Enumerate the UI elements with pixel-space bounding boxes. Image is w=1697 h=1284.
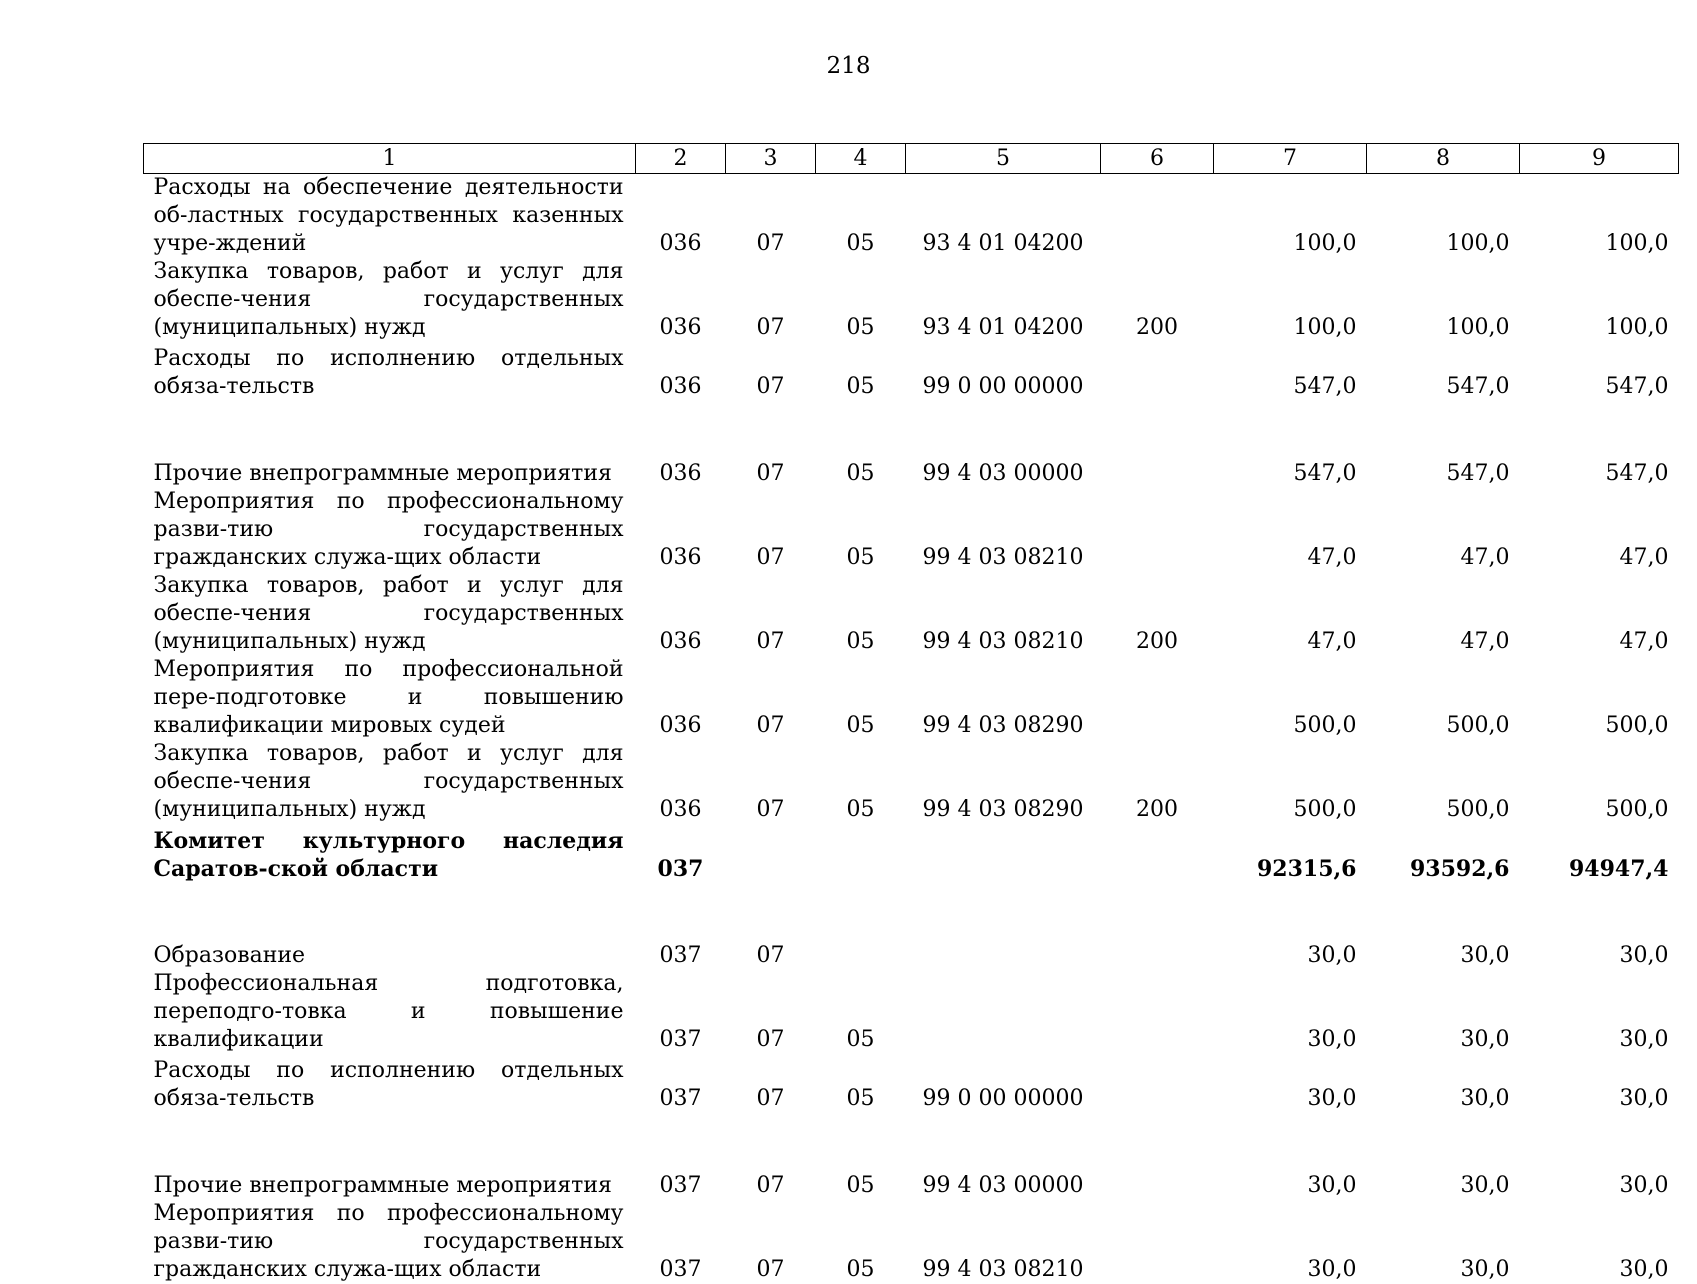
cell-amount-9: 30,0: [1520, 1200, 1679, 1284]
cell-amount-8: 100,0: [1367, 258, 1520, 342]
cell-amount-8: 30,0: [1367, 970, 1520, 1054]
cell-code-5: [906, 883, 1101, 970]
cell-amount-7: 30,0: [1214, 1054, 1367, 1113]
cell-amount-7: 30,0: [1214, 1113, 1367, 1200]
cell-amount-8: 30,0: [1367, 1200, 1520, 1284]
cell-amount-8: 500,0: [1367, 740, 1520, 824]
cell-code-4: 05: [816, 342, 906, 401]
cell-amount-7: 30,0: [1214, 970, 1367, 1054]
cell-code-3: 07: [726, 883, 816, 970]
header-col-7: 7: [1214, 144, 1367, 174]
cell-code-6: [1101, 1113, 1214, 1200]
table-row: [144, 258, 1679, 342]
header-col-4: 4: [816, 144, 906, 174]
cell-code-5: 99 4 03 08290: [906, 740, 1101, 824]
page-number: 218: [0, 55, 1697, 78]
cell-amount-9: 100,0: [1520, 174, 1679, 259]
budget-table: [143, 143, 1679, 1284]
cell-code-3: 07: [726, 174, 816, 259]
cell-amount-7: 500,0: [1214, 656, 1367, 740]
cell-code-3: 07: [726, 258, 816, 342]
cell-code-6: [1101, 401, 1214, 488]
cell-amount-9: 547,0: [1520, 342, 1679, 401]
cell-code-2: 036: [636, 740, 726, 824]
cell-amount-9: 547,0: [1520, 401, 1679, 488]
cell-amount-7: 547,0: [1214, 401, 1367, 488]
cell-amount-7: 500,0: [1214, 740, 1367, 824]
cell-description: Расходы по исполнению отдельных обяза-тельств: [144, 342, 636, 401]
cell-code-4: 05: [816, 258, 906, 342]
cell-amount-8: 47,0: [1367, 572, 1520, 656]
cell-description: Закупка товаров, работ и услуг для обеспе-чения государственных (муниципальных) нужд: [144, 572, 636, 656]
cell-code-6: 200: [1101, 258, 1214, 342]
budget-table-container: [143, 143, 1678, 1284]
cell-code-3: 07: [726, 1200, 816, 1284]
cell-amount-9: 47,0: [1520, 572, 1679, 656]
cell-code-4: 05: [816, 488, 906, 572]
cell-amount-8: 500,0: [1367, 656, 1520, 740]
cell-code-4: 05: [816, 572, 906, 656]
cell-description: Расходы на обеспечение деятельности об-ластных государственных казенных учре-ждений: [144, 174, 636, 259]
cell-code-3: 07: [726, 572, 816, 656]
cell-code-4: 05: [816, 1054, 906, 1113]
cell-code-4: 05: [816, 1113, 906, 1200]
cell-amount-9: 500,0: [1520, 656, 1679, 740]
cell-code-4: 05: [816, 174, 906, 259]
cell-code-3: 07: [726, 656, 816, 740]
cell-code-5: 99 4 03 08290: [906, 656, 1101, 740]
cell-amount-8: 30,0: [1367, 883, 1520, 970]
cell-code-6: [1101, 970, 1214, 1054]
cell-description: Расходы по исполнению отдельных обяза-тельств: [144, 1054, 636, 1113]
cell-code-5: 99 4 03 08210: [906, 1200, 1101, 1284]
cell-amount-9: 30,0: [1520, 1113, 1679, 1200]
cell-code-5: [906, 824, 1101, 883]
cell-code-6: [1101, 656, 1214, 740]
cell-code-2: 036: [636, 656, 726, 740]
cell-code-3: 07: [726, 1113, 816, 1200]
cell-amount-9: 47,0: [1520, 488, 1679, 572]
table-row: [144, 1054, 1679, 1113]
cell-code-3: 07: [726, 970, 816, 1054]
cell-code-2: 037: [636, 1054, 726, 1113]
cell-code-6: [1101, 883, 1214, 970]
header-col-1: 1: [144, 144, 636, 174]
cell-code-2: 037: [636, 1200, 726, 1284]
cell-code-5: 93 4 01 04200: [906, 258, 1101, 342]
cell-code-2: 036: [636, 401, 726, 488]
cell-code-6: [1101, 824, 1214, 883]
cell-description: Прочие внепрограммные мероприятия: [144, 1113, 636, 1200]
cell-description: Образование: [144, 883, 636, 970]
cell-code-4: 05: [816, 656, 906, 740]
cell-amount-7: 100,0: [1214, 174, 1367, 259]
table-row: [144, 824, 1679, 883]
cell-description: Мероприятия по профессиональному разви-тию государственных гражданских служа-щих области: [144, 1200, 636, 1284]
table-body: [144, 174, 1679, 1284]
cell-code-6: 200: [1101, 572, 1214, 656]
cell-code-4: [816, 824, 906, 883]
cell-code-6: [1101, 174, 1214, 259]
cell-code-2: 037: [636, 970, 726, 1054]
cell-amount-8: 547,0: [1367, 342, 1520, 401]
cell-code-3: 07: [726, 1054, 816, 1113]
cell-code-2: 037: [636, 883, 726, 970]
header-col-9: 9: [1520, 144, 1679, 174]
cell-amount-9: 500,0: [1520, 740, 1679, 824]
cell-code-3: 07: [726, 488, 816, 572]
cell-code-5: [906, 970, 1101, 1054]
cell-amount-8: 100,0: [1367, 174, 1520, 259]
table-row: [144, 883, 1679, 970]
cell-amount-7: 47,0: [1214, 488, 1367, 572]
table-row: [144, 401, 1679, 488]
cell-description: Прочие внепрограммные мероприятия: [144, 401, 636, 488]
table-row: [144, 1200, 1679, 1284]
cell-amount-9: 94947,4: [1520, 824, 1679, 883]
table-row: [144, 740, 1679, 824]
table-row: [144, 342, 1679, 401]
cell-code-2: 036: [636, 572, 726, 656]
table-row: [144, 1113, 1679, 1200]
table-row: [144, 970, 1679, 1054]
cell-amount-8: 30,0: [1367, 1054, 1520, 1113]
cell-code-3: 07: [726, 342, 816, 401]
cell-description: Закупка товаров, работ и услуг для обеспе-чения государственных (муниципальных) нужд: [144, 258, 636, 342]
cell-code-4: 05: [816, 1200, 906, 1284]
cell-code-4: 05: [816, 740, 906, 824]
header-row: [144, 144, 1679, 174]
cell-code-4: 05: [816, 401, 906, 488]
cell-code-6: 200: [1101, 740, 1214, 824]
table-row: [144, 174, 1679, 259]
cell-code-5: 99 0 00 00000: [906, 1054, 1101, 1113]
cell-amount-7: 47,0: [1214, 572, 1367, 656]
cell-amount-7: 30,0: [1214, 883, 1367, 970]
cell-description: Закупка товаров, работ и услуг для обеспе-чения государственных (муниципальных) нужд: [144, 740, 636, 824]
cell-amount-8: 93592,6: [1367, 824, 1520, 883]
cell-code-2: 036: [636, 174, 726, 259]
cell-code-2: 036: [636, 488, 726, 572]
table-header: [144, 144, 1679, 174]
cell-description: Мероприятия по профессиональному разви-тию государственных гражданских служа-щих области: [144, 488, 636, 572]
header-col-5: 5: [906, 144, 1101, 174]
cell-code-5: 93 4 01 04200: [906, 174, 1101, 259]
cell-code-6: [1101, 488, 1214, 572]
cell-code-2: 037: [636, 824, 726, 883]
cell-code-3: [726, 824, 816, 883]
cell-amount-9: 30,0: [1520, 883, 1679, 970]
cell-amount-7: 100,0: [1214, 258, 1367, 342]
cell-code-5: 99 4 03 00000: [906, 1113, 1101, 1200]
cell-code-6: [1101, 1200, 1214, 1284]
header-col-6: 6: [1101, 144, 1214, 174]
cell-amount-7: 92315,6: [1214, 824, 1367, 883]
table-row: [144, 488, 1679, 572]
cell-code-5: 99 4 03 08210: [906, 488, 1101, 572]
cell-code-4: [816, 883, 906, 970]
cell-description: Профессиональная подготовка, переподго-товка и повышение квалификации: [144, 970, 636, 1054]
cell-code-5: 99 4 03 00000: [906, 401, 1101, 488]
header-col-2: 2: [636, 144, 726, 174]
cell-description: Мероприятия по профессиональной пере-подготовке и повышению квалификации мировых судей: [144, 656, 636, 740]
cell-amount-9: 30,0: [1520, 970, 1679, 1054]
cell-code-4: 05: [816, 970, 906, 1054]
cell-code-5: 99 4 03 08210: [906, 572, 1101, 656]
cell-code-3: 07: [726, 740, 816, 824]
cell-amount-9: 100,0: [1520, 258, 1679, 342]
cell-code-2: 036: [636, 258, 726, 342]
cell-code-5: 99 0 00 00000: [906, 342, 1101, 401]
cell-code-6: [1101, 1054, 1214, 1113]
table-row: [144, 656, 1679, 740]
header-col-3: 3: [726, 144, 816, 174]
cell-description: Комитет культурного наследия Саратов-ской области: [144, 824, 636, 883]
cell-amount-8: 47,0: [1367, 488, 1520, 572]
cell-code-3: 07: [726, 401, 816, 488]
cell-amount-8: 30,0: [1367, 1113, 1520, 1200]
table-row: [144, 572, 1679, 656]
cell-code-6: [1101, 342, 1214, 401]
cell-amount-7: 547,0: [1214, 342, 1367, 401]
header-col-8: 8: [1367, 144, 1520, 174]
cell-amount-7: 30,0: [1214, 1200, 1367, 1284]
cell-code-2: 036: [636, 342, 726, 401]
cell-amount-8: 547,0: [1367, 401, 1520, 488]
cell-code-2: 037: [636, 1113, 726, 1200]
cell-amount-9: 30,0: [1520, 1054, 1679, 1113]
